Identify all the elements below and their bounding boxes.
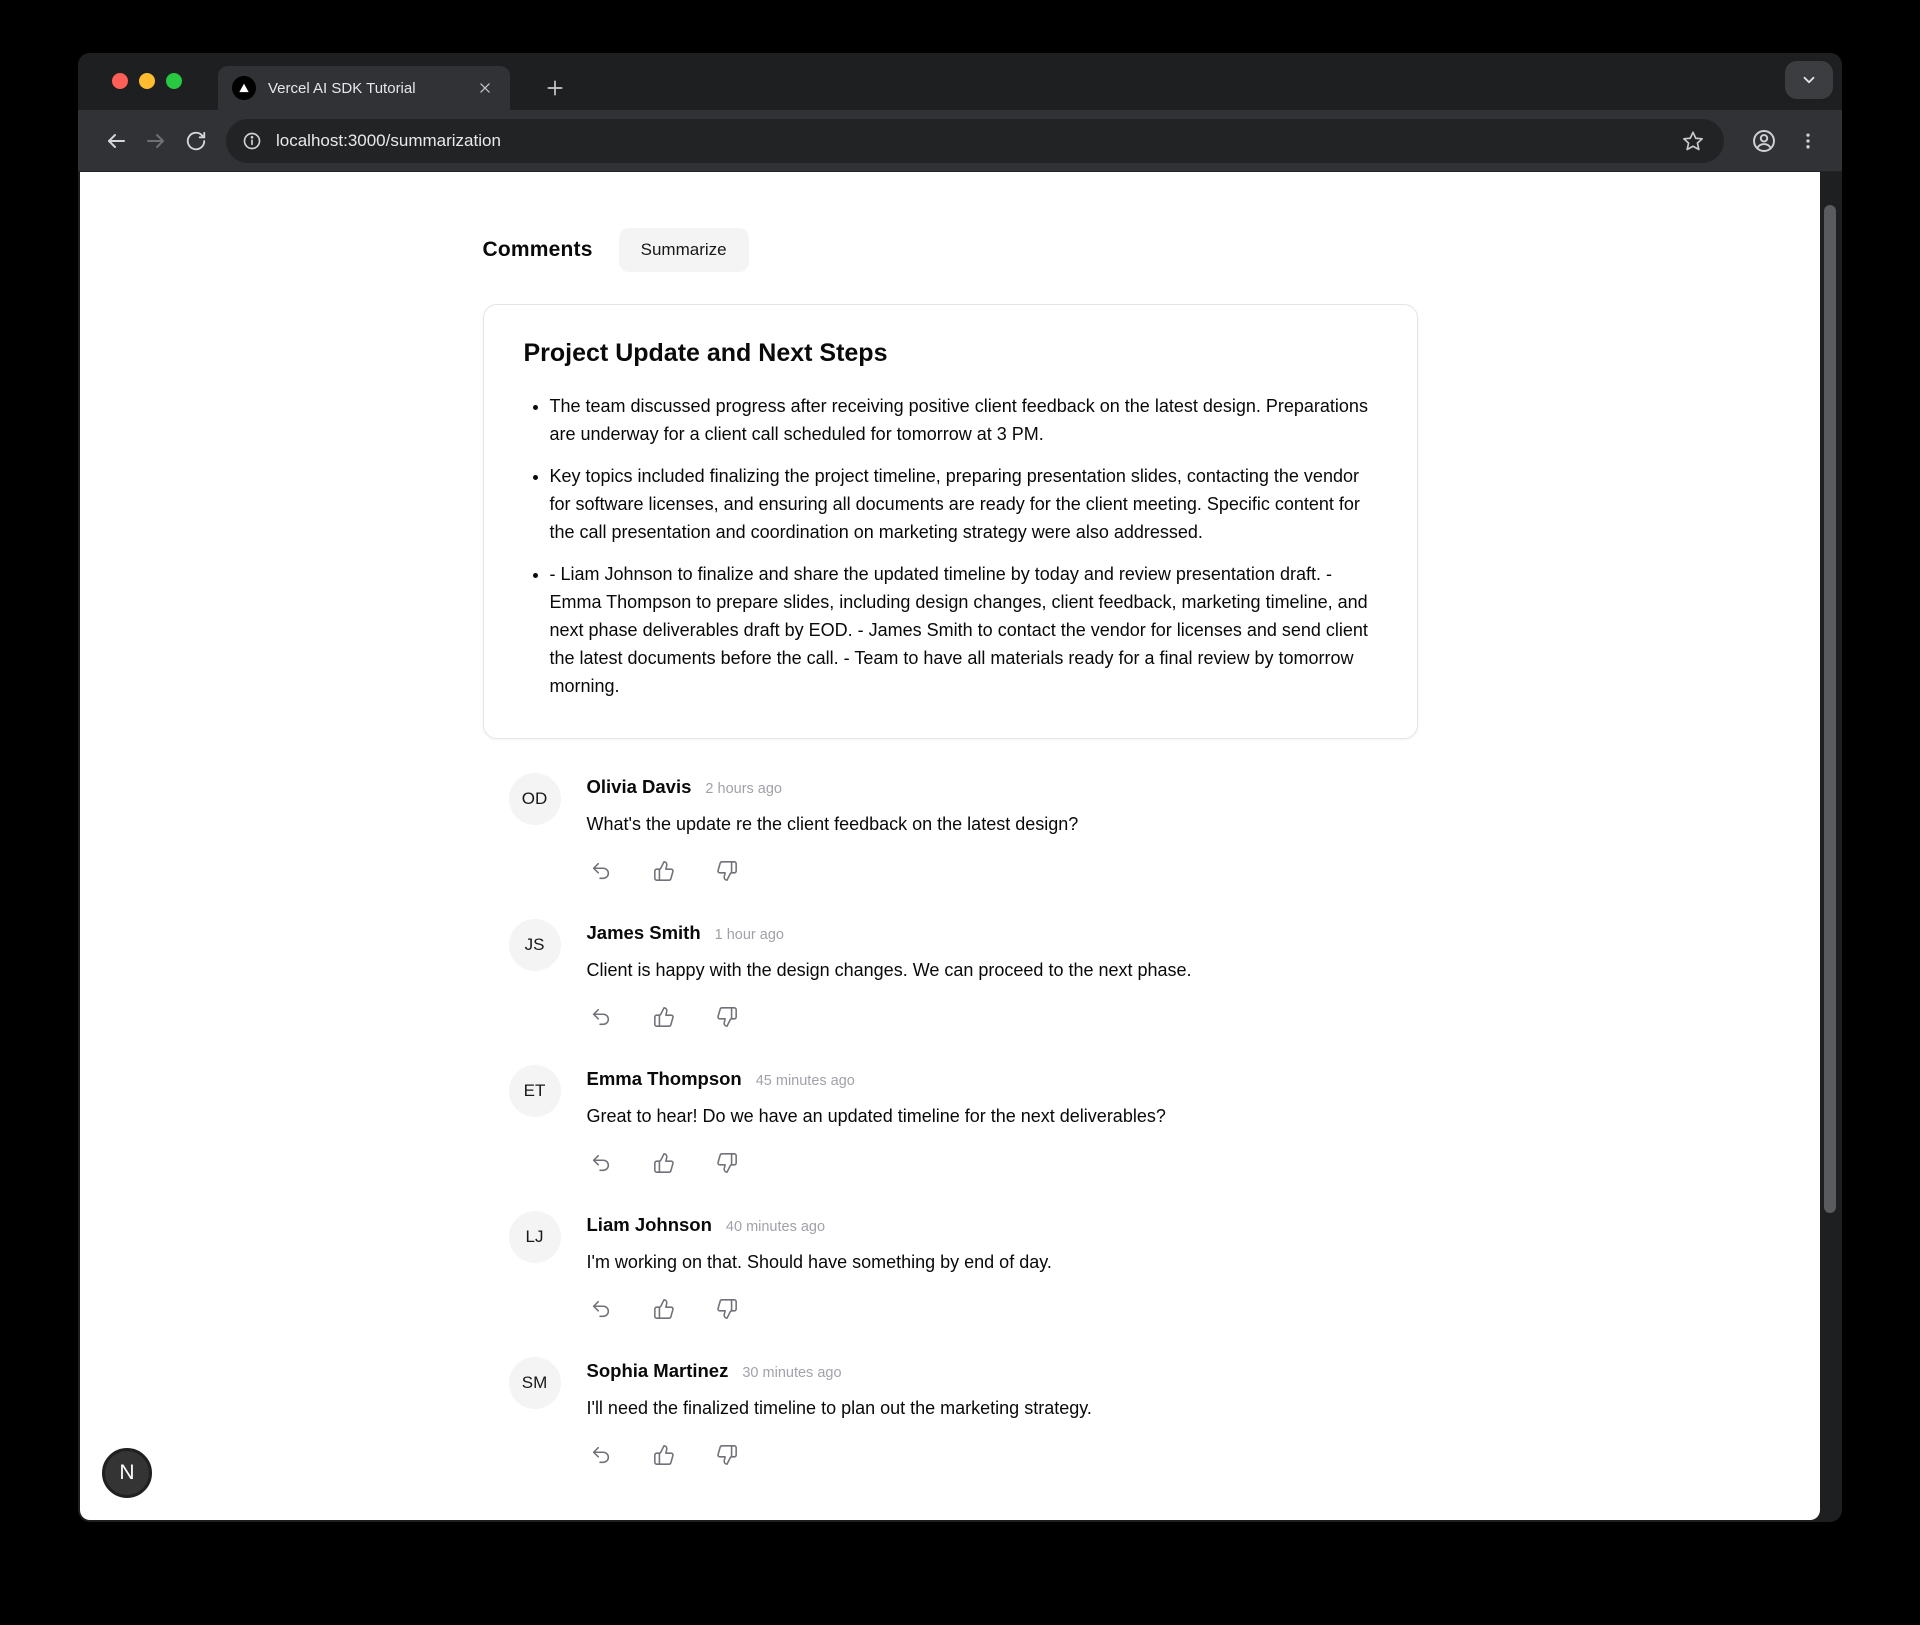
comment-timestamp: 45 minutes ago [755,1073,855,1089]
thumbs-up-icon[interactable] [652,1443,676,1467]
browser-toolbar [78,110,1842,172]
url-text[interactable]: localhost:3000/summarization [276,130,501,150]
thumbs-up-icon[interactable] [652,1297,676,1321]
chevron-down-icon [1800,71,1818,89]
page-content [80,172,1820,1520]
tab-search-button[interactable] [1785,61,1833,99]
summary-card-title: Project Update and Next Steps [523,339,888,367]
comment-row [509,1211,1418,1321]
avatar: OD [509,773,561,825]
new-tab-button[interactable] [540,73,570,103]
scrollbar-track[interactable] [1820,172,1840,1520]
reply-icon[interactable] [589,859,613,883]
thumbs-down-icon[interactable] [715,1151,739,1175]
reply-icon[interactable] [589,1005,613,1029]
thumbs-down-icon[interactable] [715,1443,739,1467]
comment-row [509,1357,1418,1467]
thumbs-down-icon[interactable] [715,1005,739,1029]
comment-timestamp: 30 minutes ago [742,1365,842,1381]
nextjs-dev-badge[interactable]: N [102,1448,152,1498]
comment-text: Great to hear! Do we have an updated timeline for the next deliverables? [586,1106,1166,1126]
reply-icon[interactable] [589,1297,613,1321]
summary-bullet-list [524,392,1377,700]
browser-menu-icon[interactable] [1790,121,1826,161]
summary-bullet: • Key topics included finalizing the project timeline, preparing presentation slides, contacting the vendor for software licenses, and ensuring all documents are ready for the client meeting. Specific content for the call presentation and coordination on marketing strategy were also addressed. [550,462,1377,546]
comment-text: I'll need the finalized timeline to plan out the marketing strategy. [586,1398,1092,1418]
comment-author: Emma Thompson [586,1068,742,1089]
reply-icon[interactable] [589,1443,613,1467]
comment-timestamp: 40 minutes ago [725,1219,826,1235]
comment-row [509,919,1418,1029]
tab-strip [78,53,1842,110]
window-close-button[interactable] [112,73,128,89]
avatar: SM [509,1357,561,1409]
comment-row [509,773,1418,883]
comment-author: James Smith [586,922,701,943]
reload-button[interactable] [176,121,216,161]
thumbs-up-icon[interactable] [652,859,676,883]
comment-author: Olivia Davis [586,776,692,797]
reply-icon[interactable] [589,1151,613,1175]
window-minimize-button[interactable] [139,73,155,89]
avatar: LJ [509,1211,561,1263]
arrow-right-icon [144,129,168,153]
tab-close-icon[interactable] [474,77,496,99]
summary-bullet: • The team discussed progress after receiving positive client feedback on the latest design. Preparations are underway for a client call scheduled for tomorrow at 3 PM. [550,392,1377,448]
vercel-favicon-icon [232,76,256,100]
comment-text: What's the update re the client feedback on the latest design? [586,814,1079,834]
comment-author: Liam Johnson [586,1214,712,1235]
site-info-icon[interactable] [242,131,262,151]
comment-list [509,773,1418,1467]
back-button[interactable] [96,121,136,161]
summary-bullet: • - Liam Johnson to finalize and share the updated timeline by today and review presentation draft. - Emma Thompson to prepare slides, including design changes, client feedback, marketing timeline, and next phase deliverables draft by EOD. - James Smith to contact the vendor for licenses and send client the latest documents before the call. - Team to have all materials ready for a final review by tomorrow morning. [550,560,1377,700]
thumbs-down-icon[interactable] [715,1297,739,1321]
url-bar[interactable] [226,119,1724,163]
avatar: JS [509,919,561,971]
traffic-lights [112,73,182,89]
thumbs-down-icon[interactable] [715,859,739,883]
thumbs-up-icon[interactable] [652,1005,676,1029]
comment-author: Sophia Martinez [586,1360,729,1381]
summary-card [483,304,1418,739]
comment-timestamp: 2 hours ago [705,781,782,797]
arrow-left-icon [104,129,128,153]
profile-icon[interactable] [1744,121,1784,161]
browser-tab[interactable] [218,66,510,110]
window-zoom-button[interactable] [166,73,182,89]
thumbs-up-icon[interactable] [652,1151,676,1175]
comment-text: Client is happy with the design changes. We can proceed to the next phase. [586,960,1192,980]
summarize-button[interactable]: Summarize [619,228,749,272]
reload-icon [185,130,207,152]
comment-row [509,1065,1418,1175]
browser-window [78,53,1842,1522]
page-title: Comments [482,238,593,261]
comment-text: I'm working on that. Should have something by end of day. [586,1252,1052,1272]
tab-title: Vercel AI SDK Tutorial [268,79,416,97]
bookmark-star-icon[interactable] [1676,124,1710,158]
avatar: ET [509,1065,561,1117]
comment-timestamp: 1 hour ago [714,927,784,943]
forward-button[interactable] [136,121,176,161]
scrollbar-thumb[interactable] [1824,205,1836,1213]
